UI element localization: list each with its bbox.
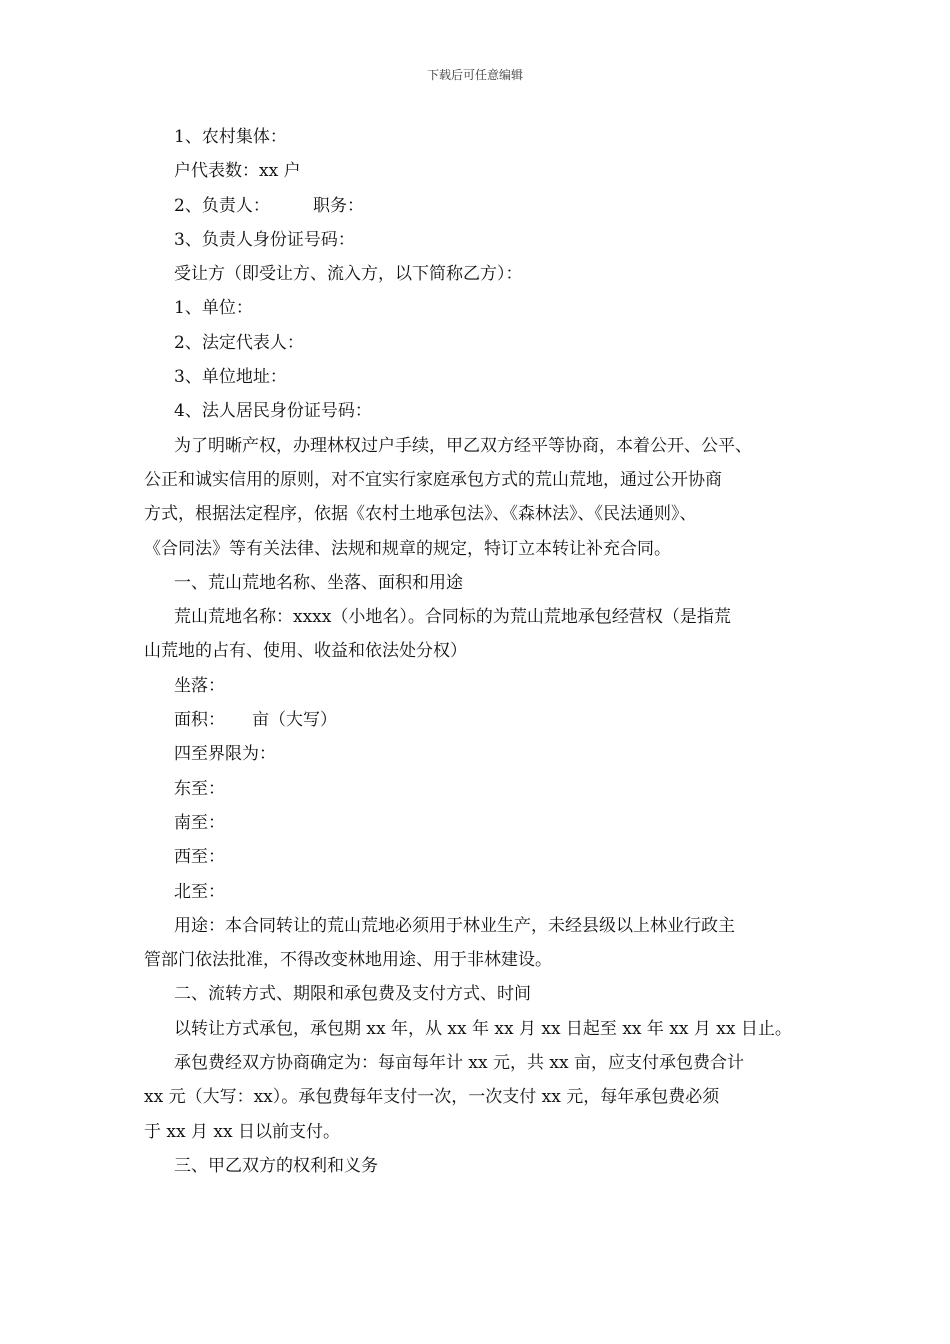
text-line: 北至：	[174, 881, 225, 902]
text-line: 以转让方式承包，承包期 xx 年，从 xx 年 xx 月 xx 日起至 xx 年 xx 月 xx 日止。	[174, 1018, 792, 1039]
text-line: 四至界限为：	[174, 744, 276, 765]
text-line: xx 元（大写：xx）。承包费每年支付一次，一次支付 xx 元，每年承包费必须	[144, 1087, 720, 1108]
text-line: 4、法人居民身份证号码：	[174, 401, 372, 422]
text-line: 3、单位地址：	[174, 367, 287, 388]
section-heading: 一、荒山荒地名称、坐落、面积和用途	[174, 572, 463, 593]
text-line: 户代表数：xx 户	[174, 161, 301, 182]
text-line: 西至：	[174, 847, 225, 868]
text-line: 坐落：	[174, 675, 225, 696]
section-heading: 三、甲乙双方的权利和义务	[174, 1155, 378, 1176]
text-line: 公正和诚实信用的原则，对不宜实行家庭承包方式的荒山荒地，通过公开协商	[144, 469, 722, 490]
text-line: 东至：	[174, 778, 225, 799]
text-line: 为了明晰产权，办理林权过户手续，甲乙双方经平等协商，本着公开、公平、	[174, 435, 752, 456]
page-header-note: 下载后可任意编辑	[426, 68, 523, 82]
text-line: 《合同法》等有关法律、法规和规章的规定，特订立本转让补充合同。	[144, 538, 671, 559]
text-line: 面积： 亩（大写）	[174, 710, 338, 731]
text-line: 2、法定代表人：	[174, 332, 304, 353]
section-heading: 二、流转方式、期限和承包费及支付方式、时间	[174, 984, 531, 1005]
text-line: 南至：	[174, 812, 225, 833]
document-body	[144, 120, 808, 1183]
text-line: 1、农村集体：	[174, 127, 287, 147]
text-line: 方式，根据法定程序，依据《农村土地承包法》、《森林法》、《民法通则》、	[144, 504, 697, 525]
text-line: 荒山荒地名称：xxxx（小地名）。合同标的为荒山荒地承包经营权（是指荒	[174, 607, 731, 628]
text-line: 用途：本合同转让的荒山荒地必须用于林业生产，未经县级以上林业行政主	[174, 915, 735, 936]
text-line: 受让方（即受让方、流入方，以下简称乙方）：	[174, 264, 523, 285]
text-line: 管部门依法批准，不得改变林地用途、用于非林建设。	[144, 950, 552, 971]
text-line: 1、单位：	[174, 298, 253, 319]
text-line: 2、负责人： 职务：	[174, 195, 365, 216]
text-line: 3、负责人身份证号码：	[174, 229, 355, 250]
text-line: 山荒地的占有、使用、收益和依法处分权）	[144, 641, 467, 662]
text-line: 承包费经双方协商确定为：每亩每年计 xx 元，共 xx 亩，应支付承包费合计	[174, 1053, 744, 1074]
text-line: 于 xx 月 xx 日以前支付。	[144, 1121, 340, 1142]
